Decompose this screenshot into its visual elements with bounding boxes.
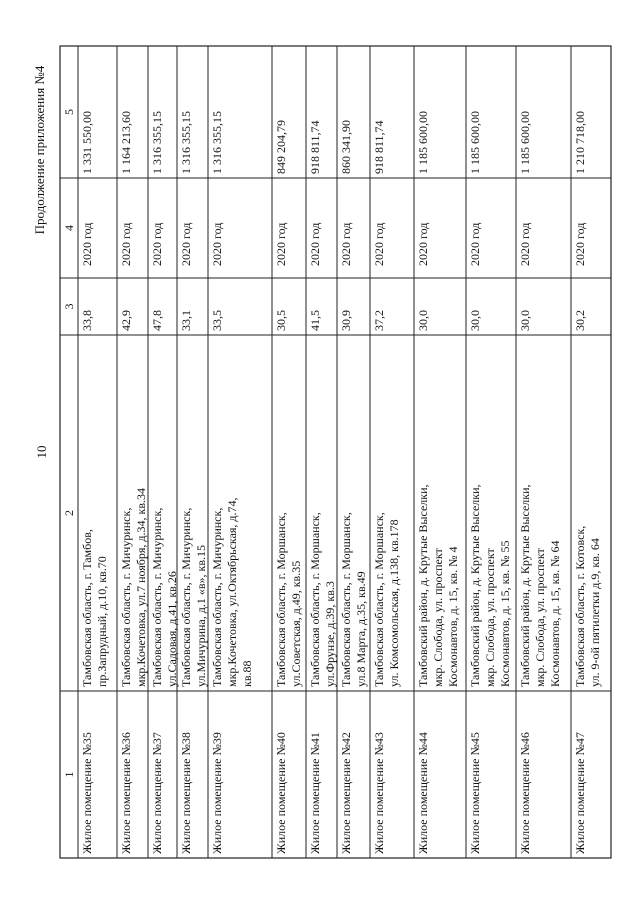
- row-address-line: Тамбовская область, г. Тамбов,: [80, 529, 94, 687]
- row-year: 2020 год: [468, 222, 482, 266]
- row-address-line: ул.Мичурина, д.1 «в», кв.15: [194, 544, 208, 687]
- row-area: 37,2: [372, 310, 386, 331]
- row-name: Жилое помещение №46: [518, 732, 532, 854]
- row-year: 2020 год: [416, 222, 430, 266]
- row-address-line: Тамбовская область, г. Моршанск,: [308, 512, 322, 687]
- row-address-line: Тамбовский район, д. Крутые Выселки,: [468, 484, 482, 687]
- row-cost: 1 164 213,60: [119, 111, 133, 174]
- row-address-line: мкр.Кочетовка, ул.7 ноября, д.34, кв.34: [134, 487, 148, 687]
- row-address-line: мкр. Слобода, ул. проспект: [483, 548, 497, 687]
- row-area: 30,0: [468, 310, 482, 331]
- row-name: Жилое помещение №40: [274, 732, 288, 854]
- row-name: Жилое помещение №41: [308, 732, 322, 854]
- row-address-line: Тамбовская область, г. Моршанск,: [339, 512, 353, 687]
- column-number-4: 4: [62, 225, 76, 231]
- row-year: 2020 год: [80, 222, 94, 266]
- row-name: Жилое помещение №43: [372, 732, 386, 854]
- row-area: 30,0: [416, 310, 430, 331]
- row-area: 33,5: [210, 310, 224, 331]
- row-address-line: мкр. Слобода, ул. проспект: [533, 548, 547, 687]
- row-address-line: ул. Комсомольская, д.138, кв.178: [387, 519, 401, 687]
- row-name: Жилое помещение №44: [416, 732, 430, 854]
- row-name: Жилое помещение №47: [573, 732, 587, 854]
- row-name: Жилое помещение №42: [339, 732, 353, 854]
- page-number: 10: [34, 445, 49, 459]
- row-address-line: пр.Запрудный, д.10, кв.70: [95, 556, 109, 687]
- row-year: 2020 год: [119, 222, 133, 266]
- row-address-line: кв.88: [240, 660, 254, 687]
- row-address-line: ул.8 Марта, д.35, кв.49: [354, 571, 368, 687]
- row-year: 2020 год: [573, 222, 587, 266]
- row-name: Жилое помещение №35: [80, 732, 94, 854]
- row-cost: 1 185 600,00: [518, 111, 532, 174]
- row-address-line: мкр.Кочетовка, ул.Октябрьская, д.74,: [225, 497, 239, 687]
- row-address-line: Тамбовская область, г. Котовск,: [573, 525, 587, 687]
- row-cost: 1 185 600,00: [468, 111, 482, 174]
- row-address-line: Космонавтов, д. 15, кв. № 64: [548, 540, 562, 687]
- row-name: Жилое помещение №36: [119, 732, 133, 854]
- row-year: 2020 год: [339, 222, 353, 266]
- row-cost: 1 210 718,00: [573, 111, 587, 174]
- row-year: 2020 год: [372, 222, 386, 266]
- row-name: Жилое помещение №39: [210, 732, 224, 854]
- row-address-line: Тамбовский район, д. Крутые Выселки,: [416, 484, 430, 687]
- row-address-line: ул. 9-ой пятилетки д.9, кв. 64: [588, 538, 602, 687]
- row-address-line: Тамбовская область, г. Мичуринск,: [179, 507, 193, 687]
- row-year: 2020 год: [179, 222, 193, 266]
- column-number-2: 2: [62, 510, 76, 516]
- row-address-line: Тамбовская область, г. Мичуринск,: [150, 507, 164, 687]
- row-address-line: Космонавтов, д. 15, кв. № 4: [446, 546, 460, 687]
- row-address-line: Тамбовская область, г. Мичуринск,: [210, 507, 224, 687]
- row-year: 2020 год: [274, 222, 288, 266]
- continuation-title: Продолжение приложения №4: [32, 65, 47, 235]
- row-year: 2020 год: [308, 222, 322, 266]
- row-cost: 1 316 355,15: [210, 111, 224, 174]
- row-cost: 1 185 600,00: [416, 111, 430, 174]
- row-area: 30,2: [573, 310, 587, 331]
- row-area: 30,5: [274, 310, 288, 331]
- row-cost: 918 811,74: [308, 120, 322, 174]
- row-name: Жилое помещение №38: [179, 732, 193, 854]
- row-area: 30,0: [518, 310, 532, 331]
- row-address-line: мкр. Слобода, ул. проспект: [431, 548, 445, 687]
- column-number-1: 1: [62, 771, 76, 778]
- row-year: 2020 год: [518, 222, 532, 266]
- row-cost: 849 204,79: [274, 120, 288, 174]
- row-area: 33,8: [80, 310, 94, 331]
- row-cost: 1 331 550,00: [80, 111, 94, 174]
- row-area: 33,1: [179, 310, 193, 331]
- row-address-line: Тамбовская область, г. Моршанск,: [274, 512, 288, 687]
- row-area: 42,9: [119, 310, 133, 331]
- row-address-line: Тамбовская область, г. Моршанск,: [372, 512, 386, 687]
- row-year: 2020 год: [150, 222, 164, 266]
- row-area: 47,8: [150, 310, 164, 331]
- row-name: Жилое помещение №37: [150, 732, 164, 854]
- row-cost: 918 811,74: [372, 120, 386, 174]
- row-area: 41,5: [308, 310, 322, 331]
- row-year: 2020 год: [210, 222, 224, 266]
- row-area: 30,9: [339, 310, 353, 331]
- row-address-line: Тамбовская область, г. Мичуринск,: [119, 507, 133, 687]
- row-cost: 860 341,90: [339, 120, 353, 174]
- data-table: [60, 46, 611, 858]
- column-number-3: 3: [62, 303, 76, 310]
- column-number-5: 5: [62, 109, 76, 115]
- row-address-line: ул.Садовая, д.41, кв.26: [165, 571, 179, 687]
- row-name: Жилое помещение №45: [468, 732, 482, 854]
- row-address-line: ул.Фрунзе, д.39, кв.3: [323, 581, 337, 687]
- row-cost: 1 316 355,15: [150, 111, 164, 174]
- row-address-line: Космонавтов, д. 15, кв. № 55: [498, 540, 512, 687]
- row-cost: 1 316 355,15: [179, 111, 193, 174]
- row-address-line: Тамбовский район, д. Крутые Выселки,: [518, 484, 532, 687]
- row-address-line: ул.Советская, д.49, кв.35: [289, 560, 303, 687]
